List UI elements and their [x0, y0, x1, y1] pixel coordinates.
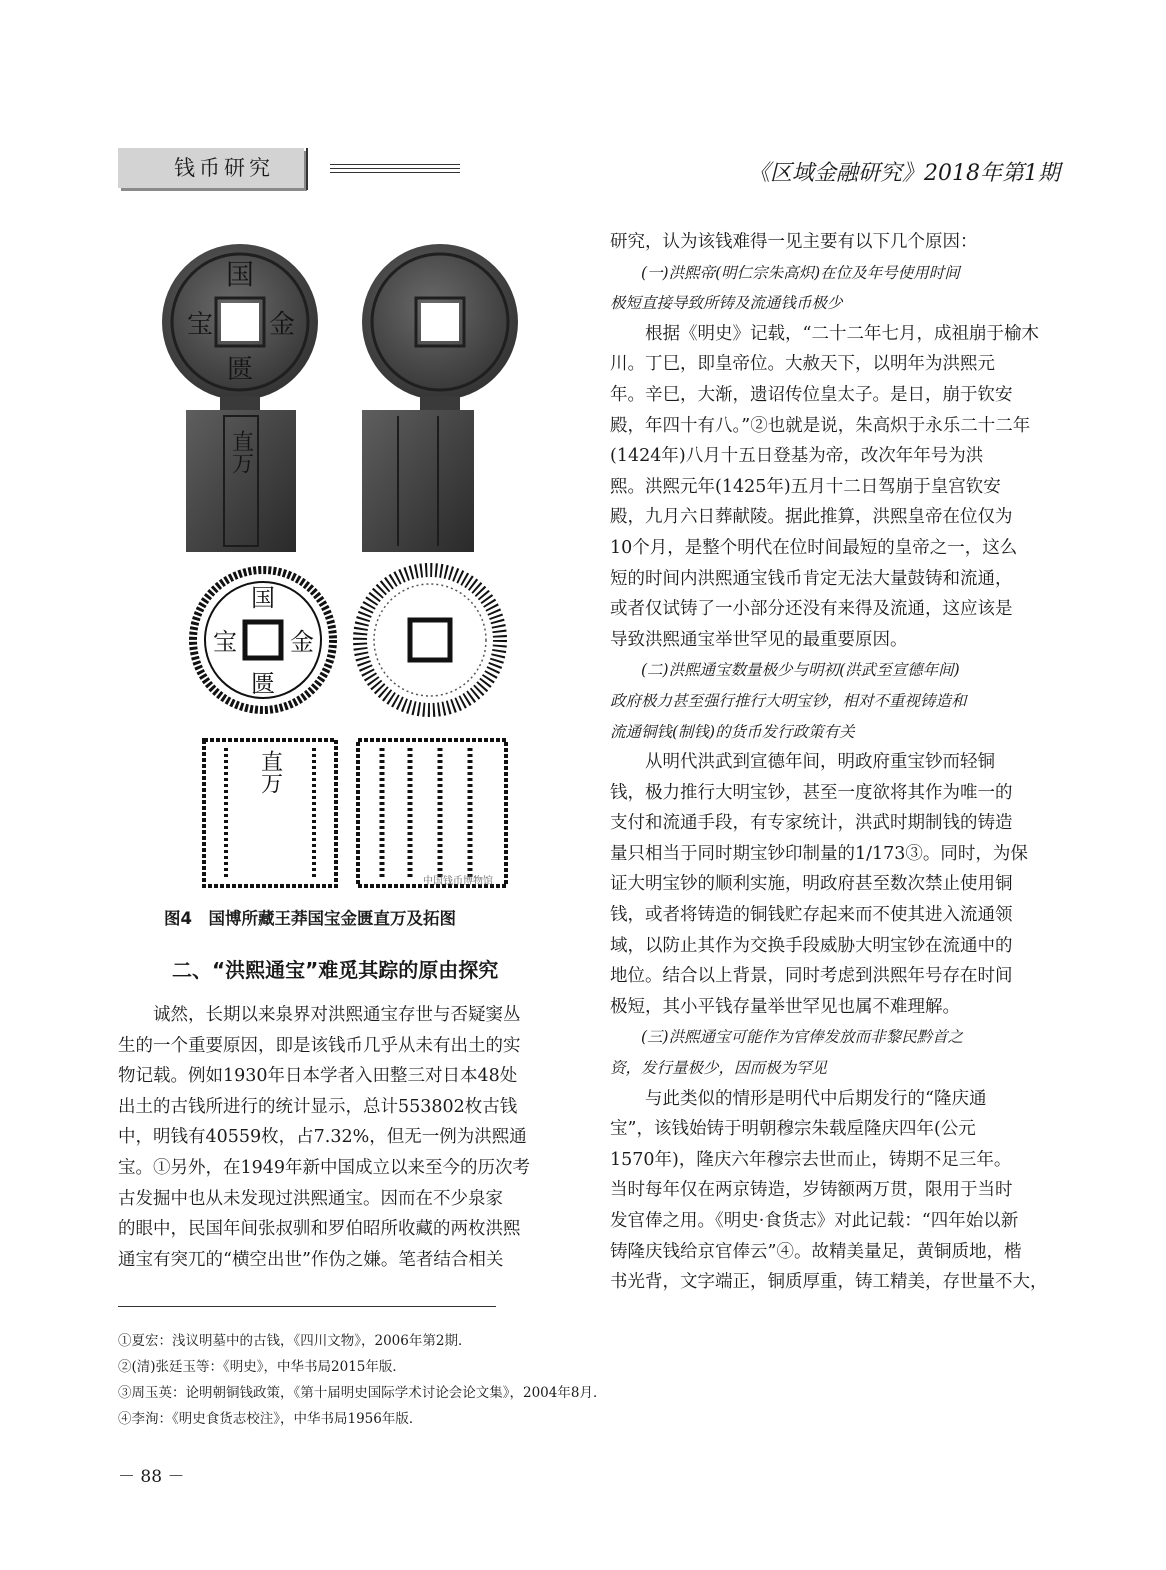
text-line: 钱，极力推行大明宝钞，甚至一度欲将其作为唯一的 [610, 782, 1013, 803]
rubbing-char-top: 国 [251, 584, 275, 612]
coin-char-bottom: 匮 [226, 355, 254, 385]
text-line: 的眼中，民国年间张叔驯和罗伯昭所收藏的两枚洪熙 [118, 1219, 521, 1240]
text-line: 量只相当于同时期宝钞印制量的1/173③。同时，为保 [610, 843, 1028, 864]
text-line: 川。丁巳，即皇帝位。大赦天下，以明年为洪熙元 [610, 354, 995, 375]
text-line: 或者仅试铸了一小部分还没有来得及流通，这应该是 [610, 599, 1013, 620]
text-line: 支付和流通手段，有专家统计，洪武时期制钱的铸造 [610, 813, 1013, 834]
header-rule [330, 172, 460, 173]
text-line: 证大明宝钞的顺利实施，明政府甚至数次禁止使用铜 [610, 874, 1013, 895]
page-number: － 88 － [118, 1467, 185, 1487]
text-line: 书光背，文字端正，铜质厚重，铸工精美，存世量不大， [610, 1272, 1048, 1293]
text-line: 1570年)，隆庆六年穆宗去世而止，铸期不足三年。 [610, 1149, 1012, 1170]
footnote: ②(清)张廷玉等：《明史》，中华书局2015年版． [118, 1359, 406, 1375]
text-line: 与此类似的情形是明代中后期发行的“隆庆通 [610, 1088, 987, 1109]
coin-photo-and-rubbing [120, 240, 570, 900]
text-line: 钱，或者将铸造的铜钱贮存起来而不使其进入流通领 [610, 905, 1013, 926]
block-inscription: 直万 [228, 430, 254, 474]
coin-char-left: 宝 [186, 310, 214, 340]
text-line: 物记载。例如1930年日本学者入田整三对日本48处 [118, 1066, 518, 1087]
text-line: 年。辛巳，大渐，遗诏传位皇太子。是日，崩于钦安 [610, 384, 1013, 405]
text-line: 古发掘中也从未发现过洪熙通宝。因而在不少泉家 [118, 1188, 503, 1209]
text-line: 熙。洪熙元年(1425年)五月十二日驾崩于皇宫钦安 [610, 476, 1001, 497]
footnote: ④李洵：《明史食货志校注》，中华书局1956年版． [118, 1411, 423, 1427]
reverse-photo [362, 244, 518, 552]
text-line: 地位。结合以上背景，同时考虑到洪熙年号存在时间 [610, 966, 1013, 987]
text-line: 宝。①另外，在1949年新中国成立以来至今的历次考 [118, 1157, 531, 1178]
text-line: 通宝有突兀的“横空出世”作伪之嫌。笔者结合相关 [118, 1249, 504, 1270]
journal-title: 《区域金融研究》2018年第1期 [748, 161, 1060, 186]
figure-caption: 图4 国博所藏王莽国宝金匮直万及拓图 [164, 909, 456, 928]
text-line: 导致洪熙通宝举世罕见的最重要原因。 [610, 629, 908, 650]
text-line: 域，以防止其作为交换手段威胁大明宝钞在流通中的 [610, 935, 1013, 956]
obverse-photo [162, 244, 318, 552]
rubbing-block-inscription: 直万 [257, 750, 283, 794]
subheading-line: 资，发行量极少，因而极为罕见 [610, 1059, 828, 1078]
subheading-line: 政府极力甚至强行推行大明宝钞，相对不重视铸造和 [610, 691, 967, 710]
right-column [610, 227, 1066, 1298]
subheading-line: (一)洪熙帝(明仁宗朱高炽)在位及年号使用时间 [610, 263, 960, 282]
text-line: 出土的古钱所进行的统计显示，总计553802枚古钱 [118, 1096, 518, 1117]
block-rubbing-front [204, 740, 336, 886]
text-line: 宝”，该钱始铸于明朝穆宗朱载垕隆庆四年(公元 [610, 1119, 976, 1140]
subheading-line: (二)洪熙通宝数量极少与明初(洪武至宣德年间) [610, 661, 960, 680]
text-line: 中，明钱有40559枚，占7.32%，但无一例为洪熙通 [118, 1127, 527, 1148]
rubbing-char-bottom: 匮 [251, 670, 275, 698]
coin-char-top: 国 [225, 258, 255, 291]
section-tab: 钱币研究 [118, 148, 304, 188]
text-line: (1424年)八月十五日登基为帝，改次年年号为洪 [610, 446, 984, 467]
footnotes [118, 1328, 1018, 1432]
footnote: ①夏宏：浅议明墓中的古钱，《四川文物》，2006年第2期． [118, 1333, 472, 1349]
text-line: 生的一个重要原因，即是该钱币几乎从未有出土的实 [118, 1035, 521, 1056]
text-line: 研究，认为该钱难得一见主要有以下几个原因： [610, 232, 978, 252]
footnote: ③周玉英：论明朝铜钱政策，《第十届明史国际学术讨论会论文集》，2004年8月． [118, 1385, 607, 1401]
reverse-rubbing [360, 570, 500, 710]
text-line: 诚然，长期以来泉界对洪熙通宝存世与否疑窦丛 [118, 1005, 521, 1025]
text-line: 从明代洪武到宣德年间，明政府重宝钞而轻铜 [610, 752, 995, 773]
text-line: 当时每年仅在两京铸造，岁铸额两万贯，限用于当时 [610, 1180, 1013, 1201]
rubbing-char-right: 金 [290, 628, 314, 656]
text-line: 极短，其小平钱存量举世罕见也属不难理解。 [610, 996, 960, 1017]
header-rule [330, 168, 460, 169]
section-heading: 二、“洪熙通宝”难觅其踪的原由探究 [172, 958, 499, 982]
header-rule [330, 164, 460, 165]
text-line: 根据《明史》记载，“二十二年七月，成祖崩于榆木 [610, 323, 1039, 344]
rubbing-char-left: 宝 [213, 628, 237, 656]
obverse-rubbing [193, 570, 333, 710]
coin-figure [120, 240, 570, 900]
header-divider [306, 148, 308, 190]
block-rubbing-back [358, 740, 506, 887]
text-line: 10个月，是整个明代在位时间最短的皇帝之一，这么 [610, 537, 1018, 558]
left-column [118, 1000, 580, 1275]
coin-char-right: 金 [268, 310, 296, 340]
text-line: 殿，年四十有八。”②也就是说，朱高炽于永乐二十二年 [610, 415, 1031, 436]
text-line: 铸隆庆钱给京官俸云”④。故精美量足，黄铜质地，楷 [610, 1241, 1022, 1262]
text-line: 短的时间内洪熙通宝钱币肯定无法大量鼓铸和流通， [610, 568, 1013, 589]
footnote-rule [118, 1306, 496, 1307]
subheading-line: 流通铜钱(制钱)的货币发行政策有关 [610, 722, 855, 741]
text-line: 发官俸之用。《明史·食货志》对此记载：“四年始以新 [610, 1211, 1019, 1231]
subheading-line: (三)洪熙通宝可能作为官俸发放而非黎民黔首之 [610, 1028, 964, 1047]
text-line: 殿，九月六日葬献陵。据此推算，洪熙皇帝在位仅为 [610, 507, 1013, 528]
watermark: 中国钱币博物馆 [423, 876, 493, 887]
subheading-line: 极短直接导致所铸及流通钱币极少 [610, 294, 843, 313]
